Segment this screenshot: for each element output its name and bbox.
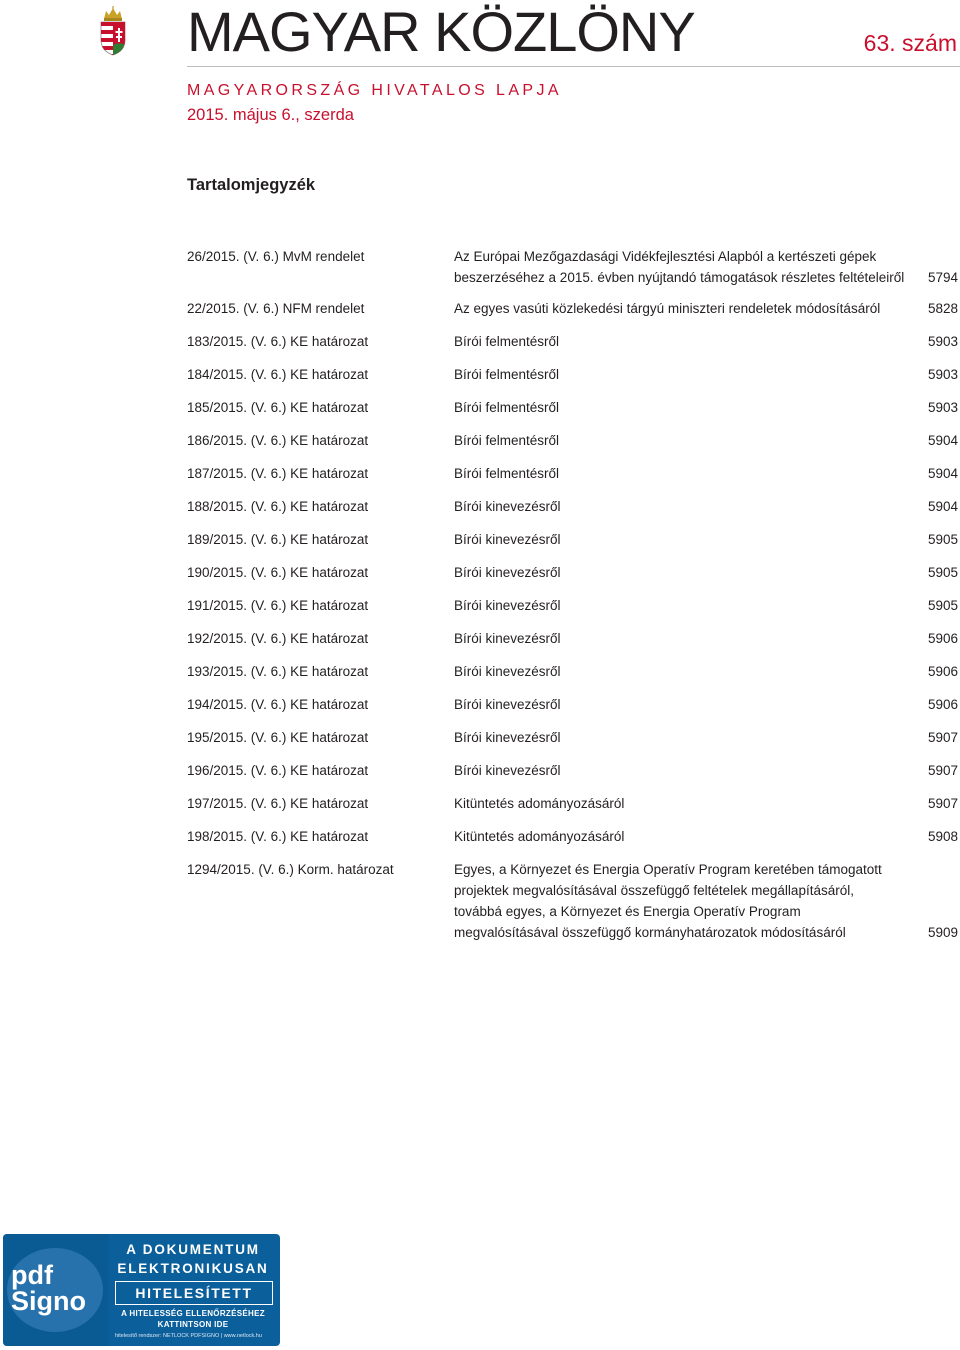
toc-entry-page-number: 5794 [927, 270, 958, 285]
toc-entry-page-number: 5903 [927, 367, 958, 382]
toc-entry-title [454, 760, 894, 781]
toc-entry-title-line: Bírói kinevezésről [454, 598, 561, 613]
toc-entry-title-line: Az Európai Mezőgazdasági Vidékfejlesztési Alapból a kertészeti gépek [454, 249, 877, 264]
toc-entry-reference: 183/2015. (V. 6.) KE határozat [187, 334, 369, 349]
toc-entry-page-number: 5905 [927, 565, 958, 580]
toc-entry-page-number: 5907 [927, 796, 958, 811]
toc-entry-title-line: Bírói felmentésről [454, 400, 560, 415]
badge-click-here[interactable]: KATTINTSON IDE [157, 1320, 229, 1329]
toc-entry-title-line: Bírói kinevezésről [454, 499, 561, 514]
toc-entry-title-line: beszerzéséhez a 2015. évben nyújtandó támogatások részletes feltételeiről [454, 270, 905, 285]
toc-entry-title [454, 397, 894, 418]
badge-certified-box: HITELESÍTETT [115, 1281, 273, 1305]
toc-entry[interactable] [187, 529, 960, 550]
toc-entry-title [454, 826, 894, 847]
toc-entry-page-number: 5904 [927, 499, 958, 514]
toc-entry-title-line: Bírói kinevezésről [454, 631, 561, 646]
toc-entry[interactable] [187, 661, 960, 682]
toc-heading: Tartalomjegyzék [187, 176, 316, 194]
toc-entry-title [454, 430, 894, 451]
badge-line-1: A DOKUMENTUM [126, 1242, 260, 1257]
toc-entry[interactable] [187, 496, 960, 517]
header-divider [187, 66, 960, 67]
toc-entry-title-line: Bírói kinevezésről [454, 532, 561, 547]
toc-entry[interactable] [187, 694, 960, 715]
toc-entry[interactable] [187, 595, 960, 616]
toc-entry-title [454, 246, 905, 288]
journal-title: MAGYAR KÖZLÖNY [187, 0, 695, 63]
toc-entry-title [454, 793, 894, 814]
toc-entry-title [454, 694, 894, 715]
toc-entry-title-line: Bírói kinevezésről [454, 664, 561, 679]
toc-entry-reference: 184/2015. (V. 6.) KE határozat [187, 367, 369, 382]
toc-entry[interactable] [187, 562, 960, 583]
toc-entry-page-number: 5908 [927, 829, 958, 844]
toc-entry[interactable] [187, 793, 960, 814]
toc-entry-title-line: Bírói felmentésről [454, 367, 560, 382]
toc-entry-page-number: 5907 [927, 763, 958, 778]
toc-entry-page-number: 5828 [927, 301, 958, 316]
toc-entry-title-line: Bírói felmentésről [454, 466, 560, 481]
toc-entry-title-line: Az egyes vasúti közlekedési tárgyú miniszteri rendeletek módosításáról [454, 301, 881, 316]
toc-entry-title [454, 562, 894, 583]
toc-entry-reference: 197/2015. (V. 6.) KE határozat [187, 796, 369, 811]
toc-entry-title [454, 628, 894, 649]
badge-provider-line: hitelesítő rendszer: NETLOCK PDFSIGNO | www.netlock.hu [115, 1333, 262, 1339]
toc-entry-title-line: Egyes, a Környezet és Energia Operatív Program keretében támogatott [454, 862, 882, 877]
toc-entry-reference: 198/2015. (V. 6.) KE határozat [187, 829, 369, 844]
journal-subtitle: MAGYARORSZÁG HIVATALOS LAPJA [187, 82, 562, 99]
toc-entry-title [454, 727, 894, 748]
toc-entry-page-number: 5909 [927, 925, 958, 940]
logo-line-2: Signo [11, 1286, 86, 1316]
toc-entry[interactable] [187, 430, 960, 451]
toc-entry[interactable] [187, 628, 960, 649]
toc-entry-page-number: 5905 [927, 532, 958, 547]
toc-entry-reference: 22/2015. (V. 6.) NFM rendelet [187, 301, 365, 316]
toc-entry-page-number: 5906 [927, 631, 958, 646]
toc-entry-page-number: 5904 [927, 466, 958, 481]
toc-entry-title-line: Bírói felmentésről [454, 433, 560, 448]
toc-entry-page-number: 5906 [927, 664, 958, 679]
toc-entry-title-line: Kitüntetés adományozásáról [454, 829, 625, 844]
toc-entry-reference: 193/2015. (V. 6.) KE határozat [187, 664, 369, 679]
toc-entry-title [454, 463, 894, 484]
toc-entry[interactable] [187, 859, 960, 943]
toc-entry-title-line: továbbá egyes, a Környezet és Energia Operatív Program [454, 904, 801, 919]
toc-entry-title [454, 595, 894, 616]
logo-text [11, 1262, 103, 1314]
toc-entry-reference: 196/2015. (V. 6.) KE határozat [187, 763, 369, 778]
toc-entry-reference: 189/2015. (V. 6.) KE határozat [187, 532, 369, 547]
toc-entry-title [454, 529, 894, 550]
toc-entry-title-line: Kitüntetés adományozásáról [454, 796, 625, 811]
toc-entry-reference: 187/2015. (V. 6.) KE határozat [187, 466, 369, 481]
toc-entry-title-line: projektek megvalósításával összefüggő feltételek megállapításáról, [454, 883, 854, 898]
publication-date: 2015. május 6., szerda [187, 106, 354, 124]
toc-entry-title-line: Bírói felmentésről [454, 334, 560, 349]
toc-entry-reference: 192/2015. (V. 6.) KE határozat [187, 631, 369, 646]
toc-entry-title [454, 859, 894, 943]
toc-entry-title [454, 496, 894, 517]
toc-entry-title [454, 364, 894, 385]
digital-signature-badge[interactable] [3, 1234, 280, 1346]
toc-entry[interactable] [187, 246, 960, 288]
toc-entry-reference: 186/2015. (V. 6.) KE határozat [187, 433, 369, 448]
toc-entry[interactable] [187, 364, 960, 385]
toc-entry-reference: 191/2015. (V. 6.) KE határozat [187, 598, 369, 613]
toc-entry-reference: 185/2015. (V. 6.) KE határozat [187, 400, 369, 415]
toc-entry-title-line: Bírói kinevezésről [454, 763, 561, 778]
toc-entry[interactable] [187, 826, 960, 847]
toc-entry-reference: 1294/2015. (V. 6.) Korm. határozat [187, 862, 394, 877]
coat-of-arms-icon [96, 6, 130, 56]
toc-entry-title [454, 661, 894, 682]
toc-entry-page-number: 5904 [927, 433, 958, 448]
toc-entry-reference: 26/2015. (V. 6.) MvM rendelet [187, 249, 365, 264]
toc-entry-reference: 194/2015. (V. 6.) KE határozat [187, 697, 369, 712]
toc-entry-title [454, 298, 894, 319]
issue-number: 63. szám [863, 30, 957, 56]
badge-line-2: ELEKTRONIKUSAN [117, 1261, 269, 1276]
toc-entry[interactable] [187, 760, 960, 781]
toc-entry-title-line: Bírói kinevezésről [454, 697, 561, 712]
toc-entry-title-line: megvalósításával összefüggő kormányhatározatok módosításáról [454, 925, 846, 940]
toc-entry-reference: 195/2015. (V. 6.) KE határozat [187, 730, 369, 745]
toc-entry-page-number: 5903 [927, 334, 958, 349]
toc-entry[interactable] [187, 397, 960, 418]
badge-verify-line: A HITELESSÉG ELLENŐRZÉSÉHEZ [121, 1309, 265, 1318]
toc-entry[interactable] [187, 463, 960, 484]
toc-entry-page-number: 5907 [927, 730, 958, 745]
toc-entry-page-number: 5905 [927, 598, 958, 613]
toc-entry[interactable] [187, 331, 960, 352]
toc-entry-title [454, 331, 894, 352]
toc-entry[interactable] [187, 298, 960, 319]
toc-entry-title-line: Bírói kinevezésről [454, 565, 561, 580]
toc-entry-reference: 190/2015. (V. 6.) KE határozat [187, 565, 369, 580]
toc-entry-page-number: 5903 [927, 400, 958, 415]
toc-entry[interactable] [187, 727, 960, 748]
toc-entry-page-number: 5906 [927, 697, 958, 712]
pdfsigno-logo [3, 1234, 109, 1346]
logo-line-1: pdf [11, 1260, 53, 1290]
toc-entry-reference: 188/2015. (V. 6.) KE határozat [187, 499, 369, 514]
toc-entry-title-line: Bírói kinevezésről [454, 730, 561, 745]
